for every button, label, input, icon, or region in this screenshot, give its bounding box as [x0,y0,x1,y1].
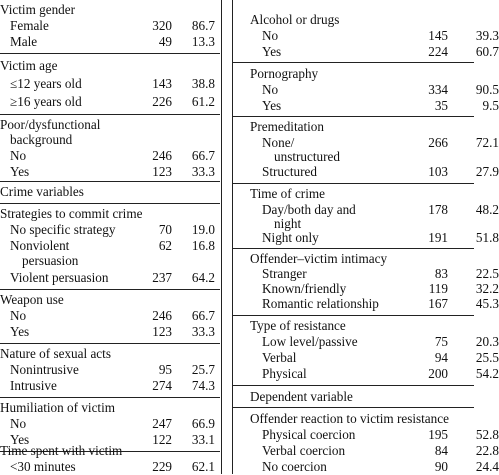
group-heading-alcohol: Alcohol or drugs [250,12,340,27]
table-row: None/ 266 72.1 [262,135,499,150]
row-divider [232,116,474,117]
group-heading-reaction: Offender reaction to victim resistance [250,411,449,426]
table-row: Physical 200 54.2 [262,366,499,381]
group-heading-sexual-acts: Nature of sexual acts [0,346,111,361]
table-row: No coercion 90 24.4 [262,459,499,474]
table-row: No 334 90.5 [262,82,499,97]
table-row: Yes 35 9.5 [262,98,499,113]
table-row: Nonintrusive 95 25.7 [10,362,215,377]
table-row: Romantic relationship 167 45.3 [262,296,499,311]
group-heading-time-spent: Time spent with victim [0,443,123,458]
table-row-continuation: night [274,216,302,231]
section-title-dependent-variable: Dependent variable [250,389,353,404]
group-heading-premeditation: Premeditation [250,119,324,134]
table-row: No specific strategy 70 19.0 [10,222,215,237]
group-heading-weapon: Weapon use [0,292,64,307]
table-row: No 246 66.7 [10,148,215,163]
row-divider [0,343,220,344]
table-row: Night only 191 51.8 [262,230,499,245]
table-row: No 246 66.7 [10,308,215,323]
group-heading-resistance: Type of resistance [250,318,346,333]
table-row: Day/both day and 178 48.2 [262,202,499,217]
table-row-continuation: persuasion [22,253,79,268]
table-row: Verbal coercion 84 22.8 [262,443,499,458]
row-divider [0,397,220,398]
row-divider [232,183,474,184]
group-heading-background-line2: background [10,132,73,147]
table-row: Known/friendly 119 32.2 [262,281,499,296]
group-heading-time-of-crime: Time of crime [250,186,325,201]
table-row: Low level/passive 75 20.3 [262,334,499,349]
row-divider [0,289,220,290]
table-left-column [0,0,220,474]
group-heading-background: Poor/dysfunctional [0,117,101,132]
table-row: ≥16 years old 226 61.2 [10,94,215,109]
group-heading-pornography: Pornography [250,66,319,81]
section-divider [0,203,220,204]
table-row: Nonviolent 62 16.8 [10,238,215,253]
group-heading-victim-gender: Victim gender [0,2,76,17]
row-divider [232,62,474,63]
group-heading-strategies: Strategies to commit crime [0,206,143,221]
table-row: Yes 224 60.7 [262,44,499,59]
table-row-continuation: unstructured [274,149,340,164]
group-heading-humiliation: Humiliation of victim [0,400,116,415]
table-row: Structured 103 27.9 [262,164,499,179]
section-title-crime-variables: Crime variables [0,184,84,199]
table-row: Intrusive 274 74.3 [10,378,215,393]
section-divider [232,407,474,408]
table-row: No 247 66.9 [10,416,215,431]
table-row: Female 320 86.7 [10,18,215,33]
row-divider [0,53,220,54]
table-row: Physical coercion 195 52.8 [262,427,499,442]
table-row: Male 49 13.3 [10,34,215,49]
table-row: Yes 123 33.3 [10,324,215,339]
row-divider [232,315,474,316]
table-row: ≤12 years old 143 38.8 [10,76,215,91]
table-row: No 145 39.3 [262,28,499,43]
table-row: Violent persuasion 237 64.2 [10,270,215,285]
group-heading-victim-age: Victim age [0,58,58,73]
group-heading-intimacy: Offender–victim intimacy [250,251,388,266]
section-divider [232,385,474,386]
section-divider [0,181,220,182]
table-row: Yes 122 33.1 [10,432,215,447]
table-row: Stranger 83 22.5 [262,266,499,281]
row-divider [0,114,220,115]
table-row: <30 minutes 229 62.1 [10,459,215,474]
row-divider [232,248,474,249]
column-divider-left [221,0,222,474]
table-row: Yes 123 33.3 [10,164,215,179]
table-row: Verbal 94 25.5 [262,350,499,365]
table-right-column [232,0,499,474]
